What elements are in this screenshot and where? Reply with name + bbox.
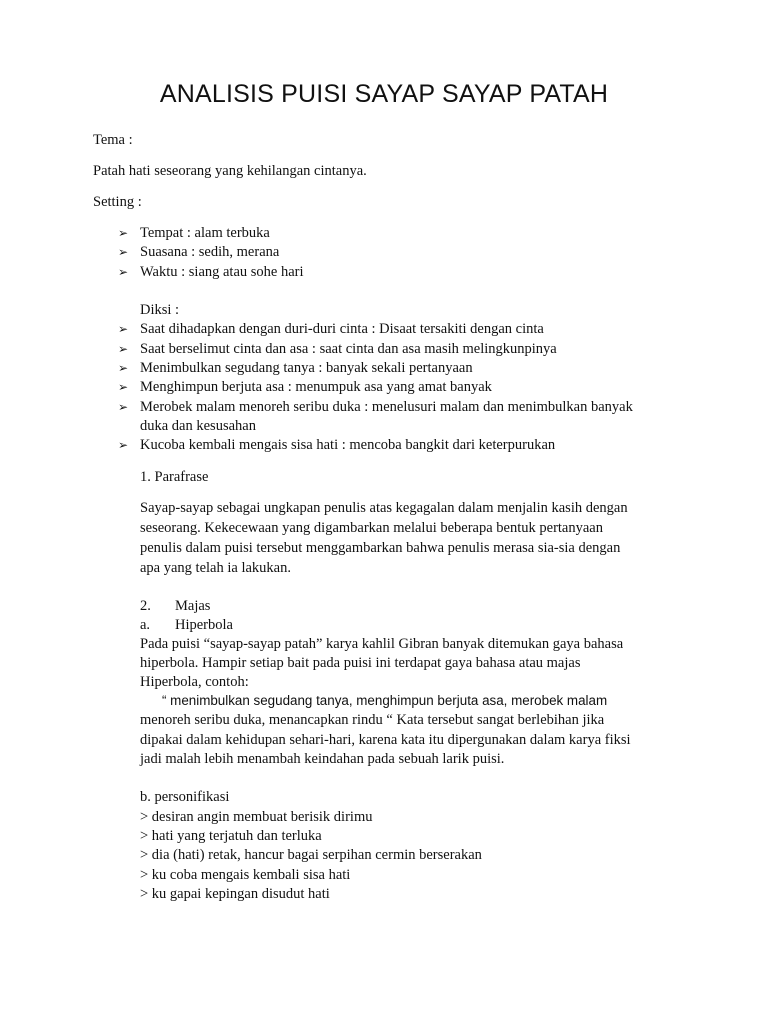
personifikasi-heading: b. personifikasi	[140, 789, 230, 805]
document-title: ANALISIS PUISI SAYAP SAYAP PATAH	[159, 80, 609, 108]
arrow-bullet-icon: ➢	[118, 438, 129, 452]
arrow-bullet-icon: ➢	[118, 322, 129, 336]
personifikasi-line: > ku coba mengais kembali sisa hati	[140, 867, 351, 883]
hiperbola-line: hiperbola. Hampir setiap bait pada puisi ini terdapat gaya bahasa atau majas	[140, 655, 581, 671]
paragraph-line: seseorang. Kekecewaan yang digambarkan melalui beberapa bentuk pertanyaan	[140, 520, 603, 536]
paragraph-line: penulis dalam puisi tersebut menggambarkan bahwa penulis merasa sia-sia dengan	[140, 540, 621, 556]
parafrase-heading: 1. Parafrase	[140, 469, 209, 485]
arrow-bullet-icon: ➢	[118, 226, 129, 240]
personifikasi-line: > hati yang terjatuh dan terluka	[140, 828, 322, 844]
hiperbola-heading: Hiperbola	[175, 617, 233, 633]
personifikasi-line: > ku gapai kepingan disudut hati	[140, 886, 330, 902]
setting-item: Tempat : alam terbuka	[140, 225, 270, 241]
arrow-bullet-icon: ➢	[118, 361, 129, 375]
setting-label: Setting :	[93, 194, 142, 210]
diksi-item: Saat dihadapkan dengan duri-duri cinta : Disaat tersakiti dengan cinta	[140, 321, 544, 337]
arrow-bullet-icon: ➢	[118, 245, 129, 259]
diksi-item: Menghimpun berjuta asa : menumpuk asa yang amat banyak	[140, 379, 492, 395]
diksi-item-continuation: duka dan kesusahan	[140, 418, 256, 434]
paragraph-line: Sayap-sayap sebagai ungkapan penulis atas kegagalan dalam menjalin kasih dengan	[140, 500, 628, 516]
hiperbola-line-text: Pada puisi “sayap-sayap patah” karya kahlil Gibran banyak ditemukan gaya bahasa	[140, 636, 624, 652]
diksi-item: Saat berselimut cinta dan asa : saat cinta dan asa masih melingkunpinya	[140, 341, 557, 357]
arrow-bullet-icon: ➢	[118, 342, 129, 356]
hiperbola-line: dipakai dalam kehidupan sehari-hari, karena kata itu dipergunakan dalam karya fiksi	[140, 732, 631, 748]
tema-label: Tema :	[93, 132, 133, 148]
personifikasi-line: > desiran angin membuat berisik dirimu	[140, 809, 373, 825]
setting-item: Waktu : siang atau sohe hari	[140, 264, 304, 280]
diksi-item: Merobek malam menoreh seribu duka : menelusuri malam dan menimbulkan banyak	[140, 399, 633, 415]
personifikasi-line: > dia (hati) retak, hancur bagai serpihan cermin berserakan	[140, 847, 482, 863]
paragraph-line: apa yang telah ia lakukan.	[140, 560, 291, 576]
diksi-label: Diksi :	[140, 302, 180, 318]
majas-heading: Majas	[175, 598, 211, 614]
majas-number: 2.	[140, 598, 151, 614]
parafrase-paragraph	[140, 498, 680, 578]
hiperbola-line: Hiperbola, contoh:	[140, 674, 249, 690]
arrow-bullet-icon: ➢	[118, 265, 129, 279]
setting-item: Suasana : sedih, merana	[140, 244, 280, 260]
hiperbola-line	[140, 634, 623, 654]
arrow-bullet-icon: ➢	[118, 380, 129, 394]
arrow-bullet-icon: ➢	[118, 400, 129, 414]
tema-text: Patah hati seseorang yang kehilangan cintanya.	[93, 163, 367, 179]
diksi-item: Menimbulkan segudang tanya : banyak sekali pertanyaan	[140, 360, 473, 376]
hiperbola-quote-line: “ menimbulkan segudang tanya, menghimpun berjuta asa, merobek malam	[162, 693, 608, 708]
hiperbola-line: jadi malah lebih menambah keindahan pada sebuah larik puisi.	[140, 751, 505, 767]
hiperbola-line: menoreh seribu duka, menancapkan rindu “ Kata tersebut sangat berlebihan jika	[140, 712, 605, 728]
hiperbola-letter: a.	[140, 617, 151, 633]
diksi-item: Kucoba kembali mengais sisa hati : mencoba bangkit dari keterpurukan	[140, 437, 556, 453]
